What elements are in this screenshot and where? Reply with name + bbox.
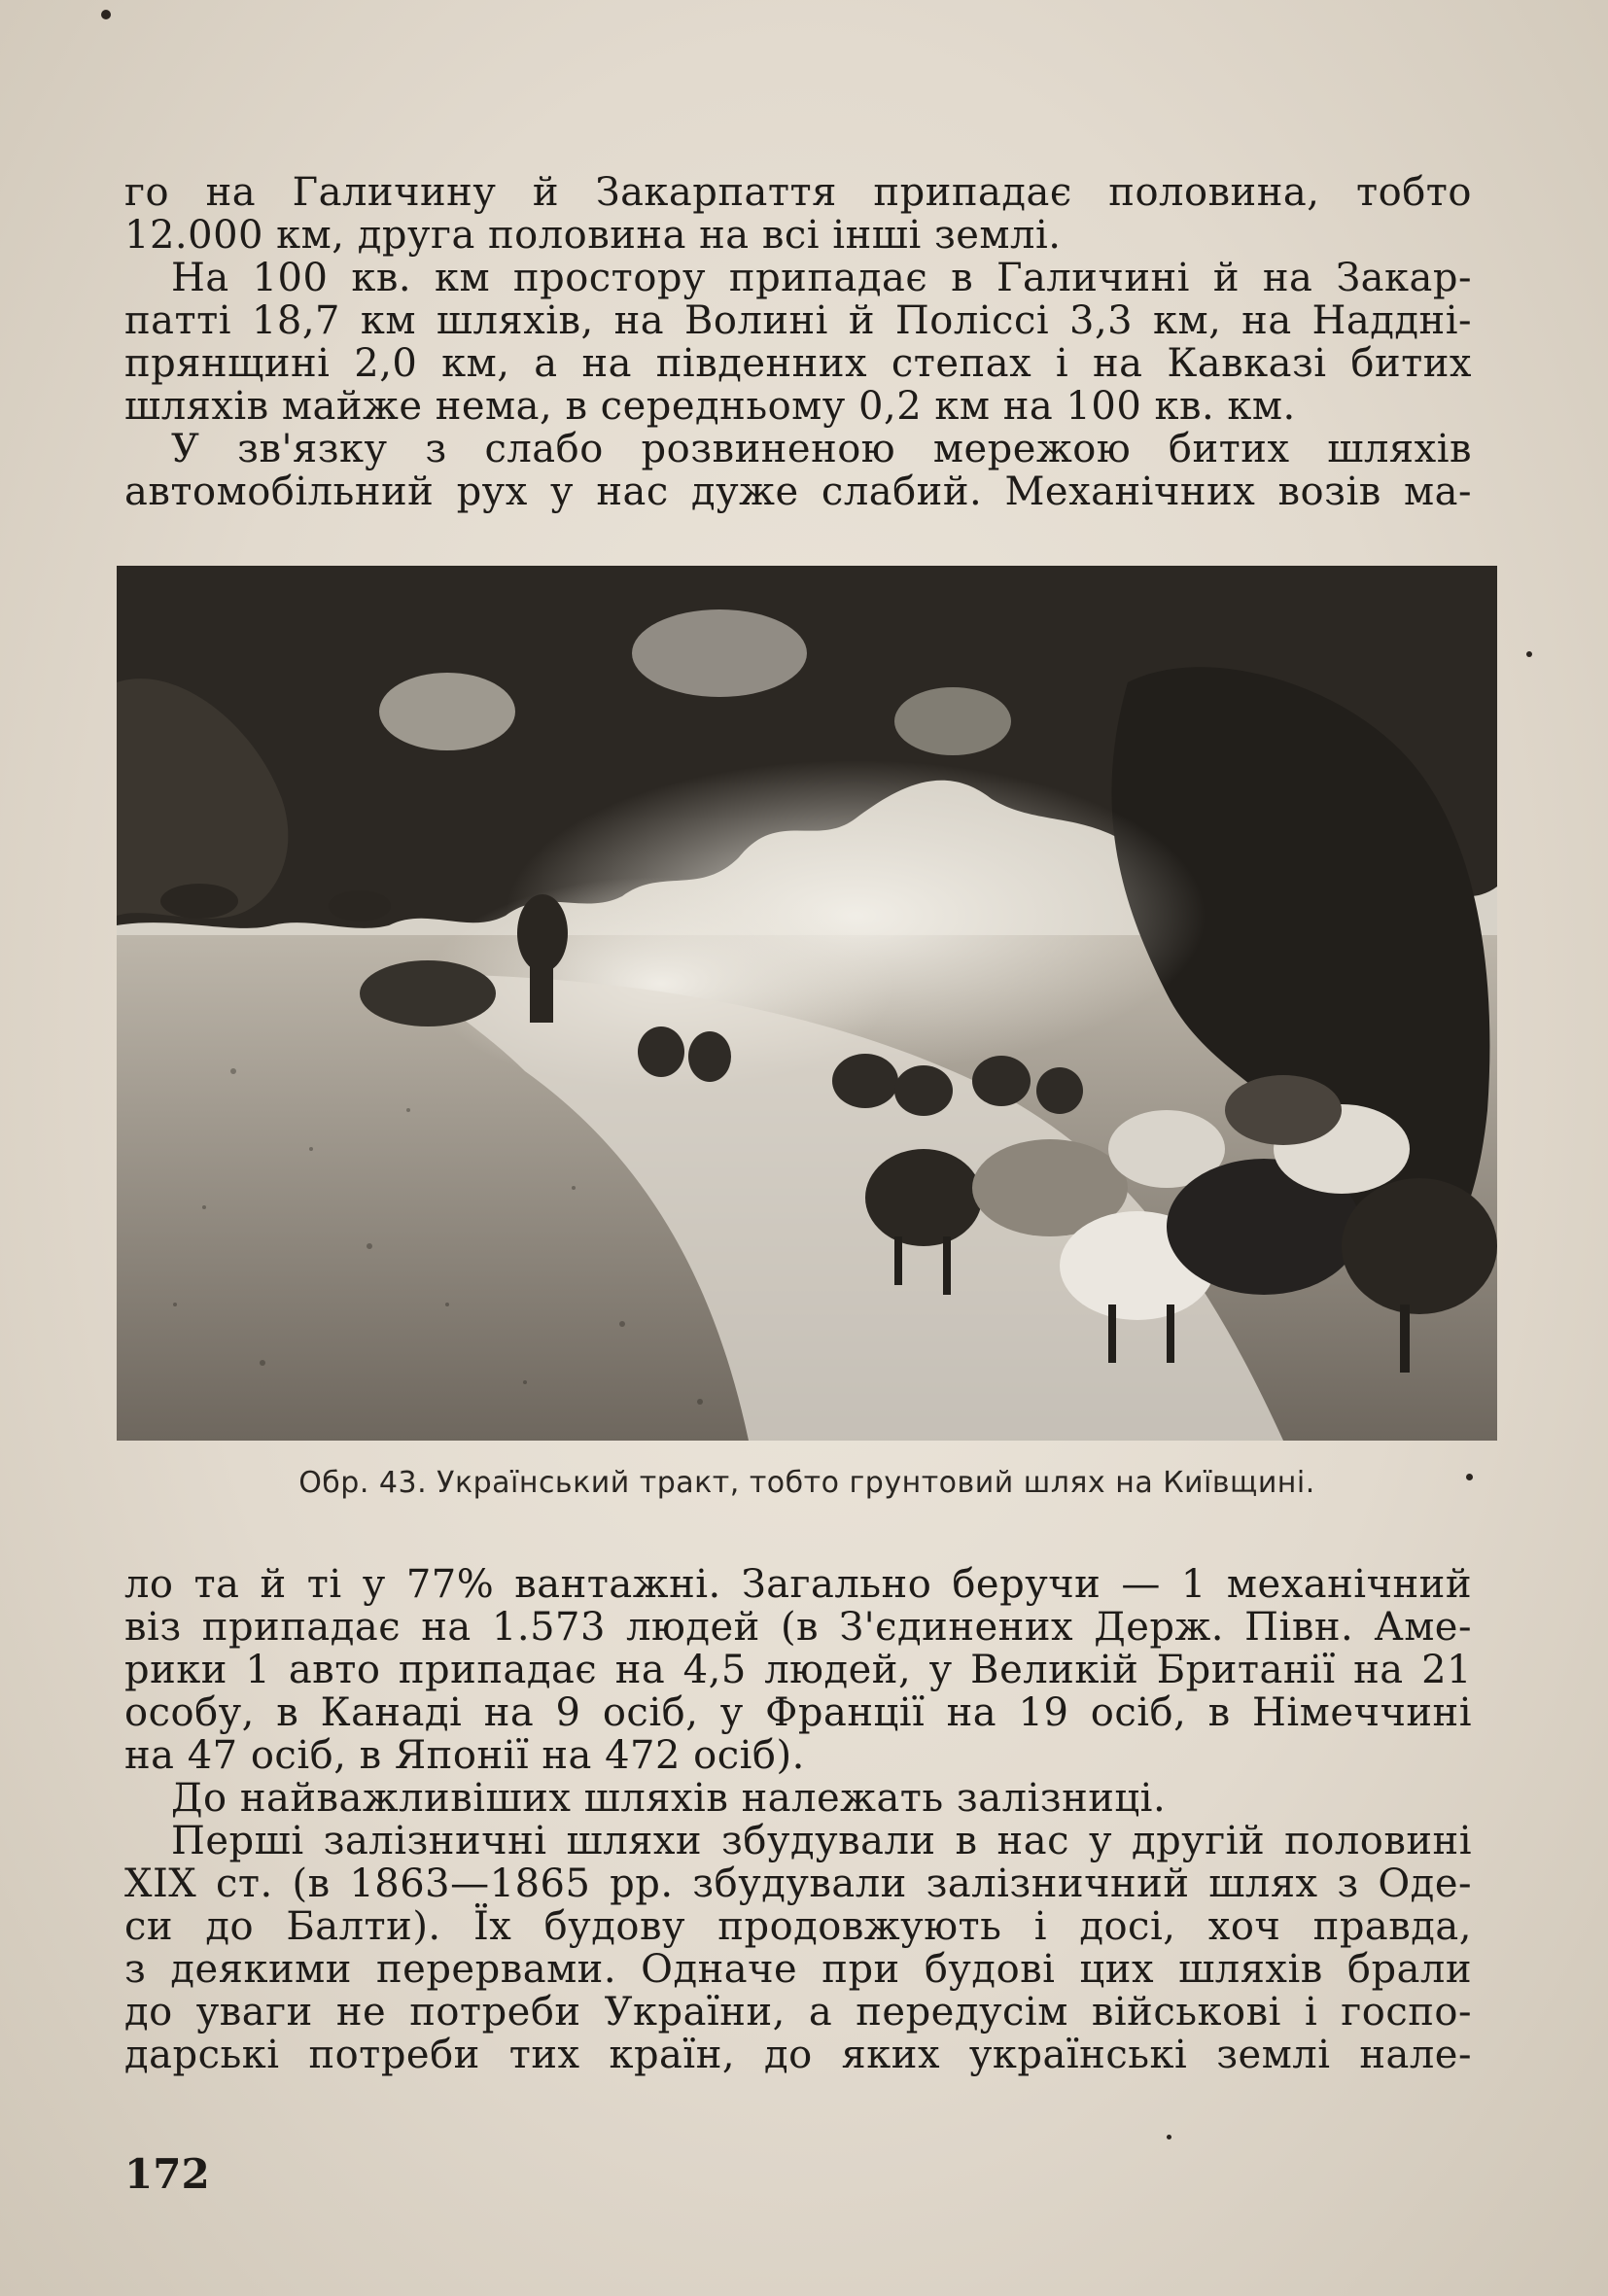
figure-caption: Обр. 43. Український тракт, тобто грунтовий шлях на Київщині. — [298, 1466, 1315, 1500]
text-line: на 47 осіб, в Японії на 472 осіб). — [124, 1733, 805, 1778]
text-line: з деякими перервами. Одначе при будові цих шляхів брали — [124, 1947, 1472, 1992]
text-line: патті 18,7 км шляхів, на Волині й Поліссі 3,3 км, на Наддні- — [124, 298, 1472, 343]
text-line: 12.000 км, друга половина на всі інші землі. — [124, 213, 1062, 258]
text-line: особу, в Канаді на 9 осіб, у Франції на 19 осіб, в Німеччині — [124, 1690, 1472, 1735]
text-line: дарські потреби тих країн, до яких українські землі нале- — [124, 2033, 1472, 2077]
text-line: рики 1 авто припадає на 4,5 людей, у Великій Британії на 21 — [124, 1648, 1472, 1692]
print-speck — [1167, 2135, 1171, 2139]
photo-illustration — [117, 566, 1497, 1441]
text-line: си до Балти). Їх будову продовжують і досі, хоч правда, — [124, 1904, 1472, 1949]
text-line: На 100 кв. км простору припадає в Галичині й на Закар- — [171, 256, 1472, 300]
text-block-top — [124, 171, 1472, 513]
text-line: XIX ст. (в 1863—1865 рр. збудували залізничний шлях з Оде- — [124, 1861, 1472, 1906]
text-block-bottom — [124, 1563, 1472, 2076]
text-line: До найважливіших шляхів належать залізниці. — [171, 1776, 1167, 1821]
text-line: У зв'язку з слабо розвиненою мережою битих шляхів — [171, 427, 1472, 471]
text-line: віз припадає на 1.573 людей (в З'єдинених Держ. Півн. Аме- — [124, 1605, 1472, 1650]
text-line: прянщині 2,0 км, а на південних степах і на Кавказі битих — [124, 341, 1472, 386]
print-speck — [101, 10, 111, 19]
text-line: го на Галичину й Закарпаття припадає половина, тобто — [124, 170, 1472, 215]
figure-photo-sheep-on-road — [117, 566, 1497, 1441]
text-line: ло та й ті у 77% вантажні. Загально беручи — 1 механічний — [124, 1562, 1472, 1607]
text-line: Перші залізничні шляхи збудували в нас у другій половині — [171, 1819, 1472, 1863]
print-speck — [1466, 1474, 1473, 1480]
text-line: автомобільний рух у нас дуже слабий. Механічних возів ма- — [124, 470, 1472, 514]
text-line: до уваги не потреби України, а передусім військові і госпо- — [124, 1990, 1472, 2035]
text-line: шляхів майже нема, в середньому 0,2 км на 100 кв. км. — [124, 384, 1296, 429]
page-number: 172 — [124, 2150, 210, 2198]
print-speck — [1526, 651, 1532, 657]
